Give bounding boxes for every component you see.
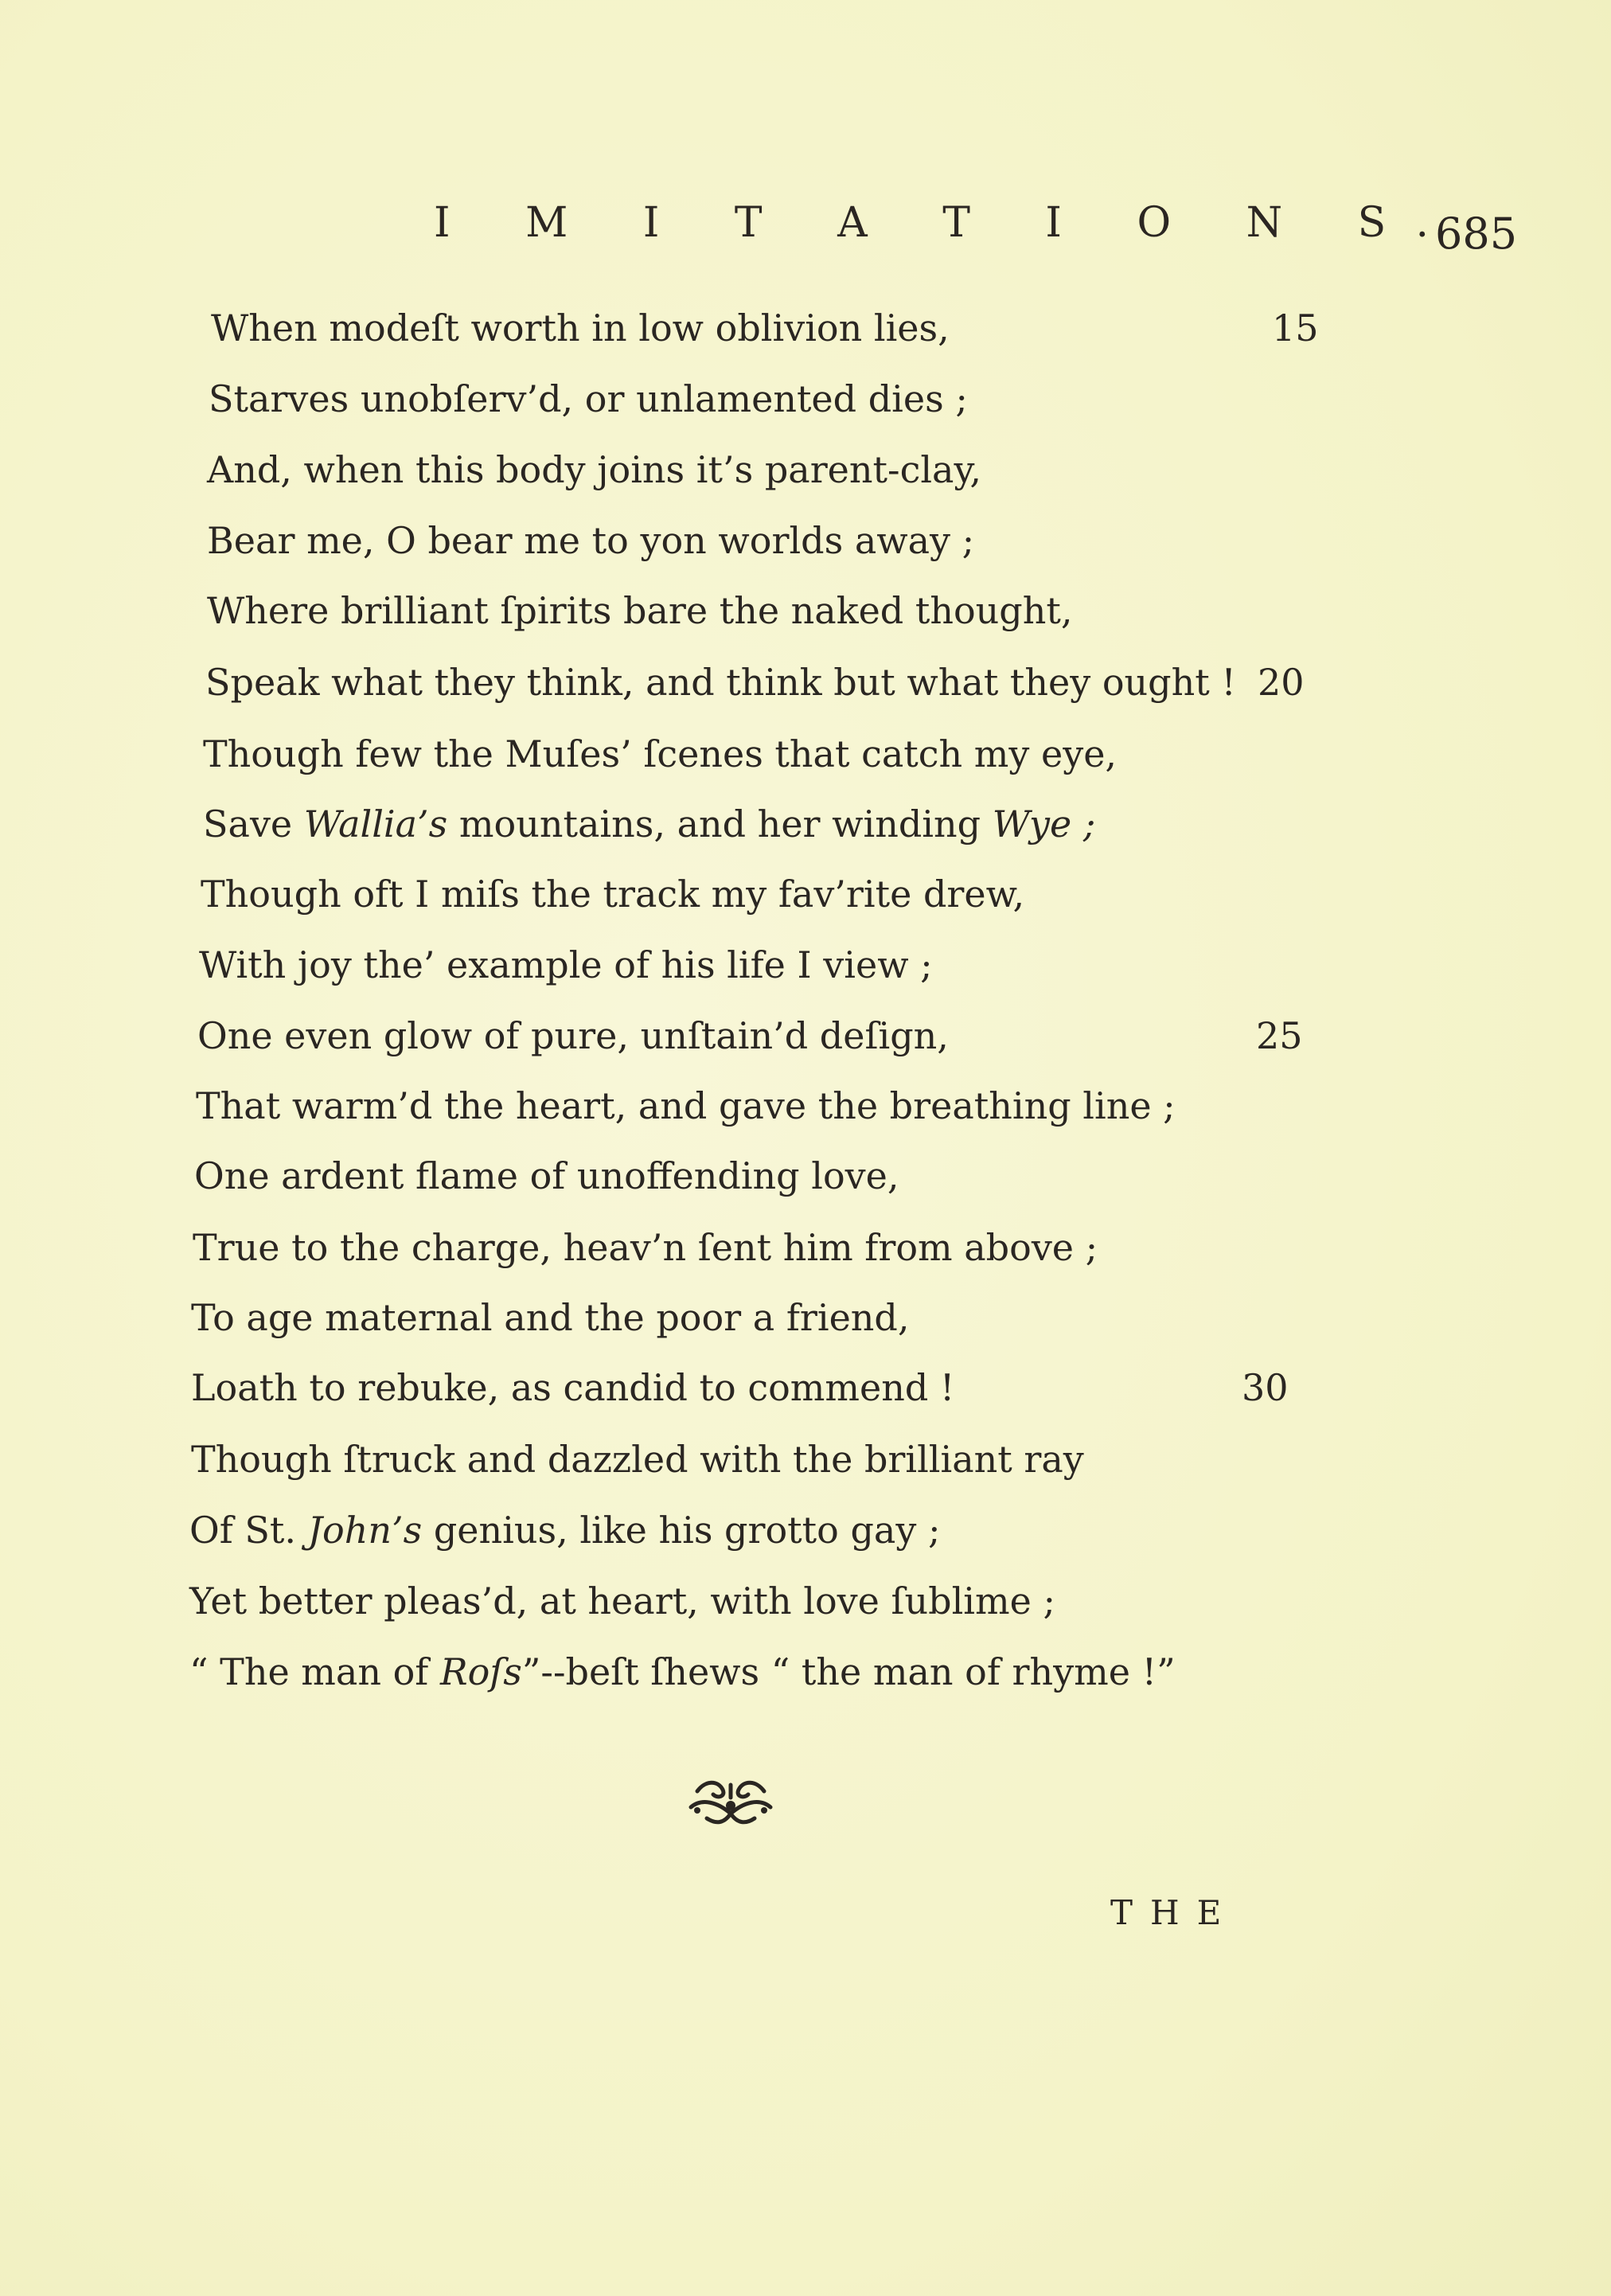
line-number: 25 (1256, 1014, 1303, 1057)
line-text: Starves unobſerv’d, or unlamented dies ; (209, 377, 968, 420)
poem-line (209, 377, 968, 420)
italic-text: Wallia’s (303, 802, 448, 845)
line-text: Yet better pleas’d, at heart, with love ſublime ; (189, 1579, 1055, 1622)
poem-line (203, 802, 1095, 845)
line-text: mountains, and her winding (447, 802, 993, 845)
poem-line (207, 589, 1073, 632)
poem-line (189, 1650, 1176, 1693)
line-text: Where brilliant ſpirits bare the naked thought, (207, 589, 1073, 632)
line-text: Loath to rebuke, as candid to commend ! (191, 1366, 955, 1409)
poem-line (207, 448, 981, 491)
line-text: “ The man of (189, 1650, 440, 1693)
italic-text: Roſs (439, 1650, 522, 1693)
floral-ornament-icon (683, 1774, 778, 1829)
line-text: To age maternal and the poor a friend, (191, 1296, 910, 1339)
poem-line (197, 1014, 949, 1057)
poem-line (205, 661, 1236, 704)
line-text: Bear me, O bear me to yon worlds away ; (207, 519, 975, 562)
page-number: 685 (1435, 209, 1518, 259)
poem-line (201, 873, 1024, 916)
line-text: True to the charge, heav’n ſent him from above ; (193, 1226, 1098, 1269)
line-text: Though oft I miſs the track my fav’rite drew, (201, 873, 1025, 916)
poem-line (189, 1579, 1055, 1622)
line-number: 15 (1272, 307, 1319, 349)
line-number: 30 (1242, 1366, 1289, 1409)
line-number: 20 (1258, 661, 1305, 704)
running-head: I M I T A T I O N S. (434, 199, 1460, 247)
line-text: genius, like his grotto gay ; (422, 1509, 941, 1552)
poem-line (199, 943, 933, 986)
catchword: THE (1110, 1893, 1239, 1932)
line-text: One ardent flame of unoffending love, (194, 1154, 899, 1197)
poem-line (211, 307, 950, 349)
poem-line (191, 1296, 909, 1339)
poem-line (207, 519, 974, 562)
poem-line (194, 1154, 899, 1197)
line-text: Of St. (189, 1509, 308, 1552)
line-text: Though ſtruck and dazzled with the brilliant ray (191, 1438, 1084, 1481)
line-text: Save (203, 802, 304, 845)
poem-line (191, 1366, 954, 1409)
italic-text: John’s (307, 1509, 423, 1552)
line-text: With joy the’ example of his life I view ; (199, 943, 933, 986)
italic-text: Wye ; (992, 802, 1096, 845)
line-text: ”--beſt ſhews “ the man of rhyme !” (521, 1650, 1176, 1693)
poem-line (203, 732, 1117, 775)
line-text: And, when this body joins it’s parent-clay, (207, 448, 981, 491)
poem-line (191, 1438, 1084, 1481)
line-text: One even glow of pure, unſtain’d deſign, (197, 1014, 949, 1057)
line-text: When modeſt worth in low oblivion lies, (211, 307, 950, 349)
line-text: Though few the Muſes’ ſcenes that catch my eye, (203, 732, 1118, 775)
poem-line (189, 1509, 940, 1552)
line-text: That warm’d the heart, and gave the breathing line ; (196, 1084, 1176, 1127)
poem-line (196, 1084, 1176, 1127)
poem-line (193, 1226, 1098, 1269)
line-text: Speak what they think, and think but what they ought ! (205, 661, 1236, 704)
